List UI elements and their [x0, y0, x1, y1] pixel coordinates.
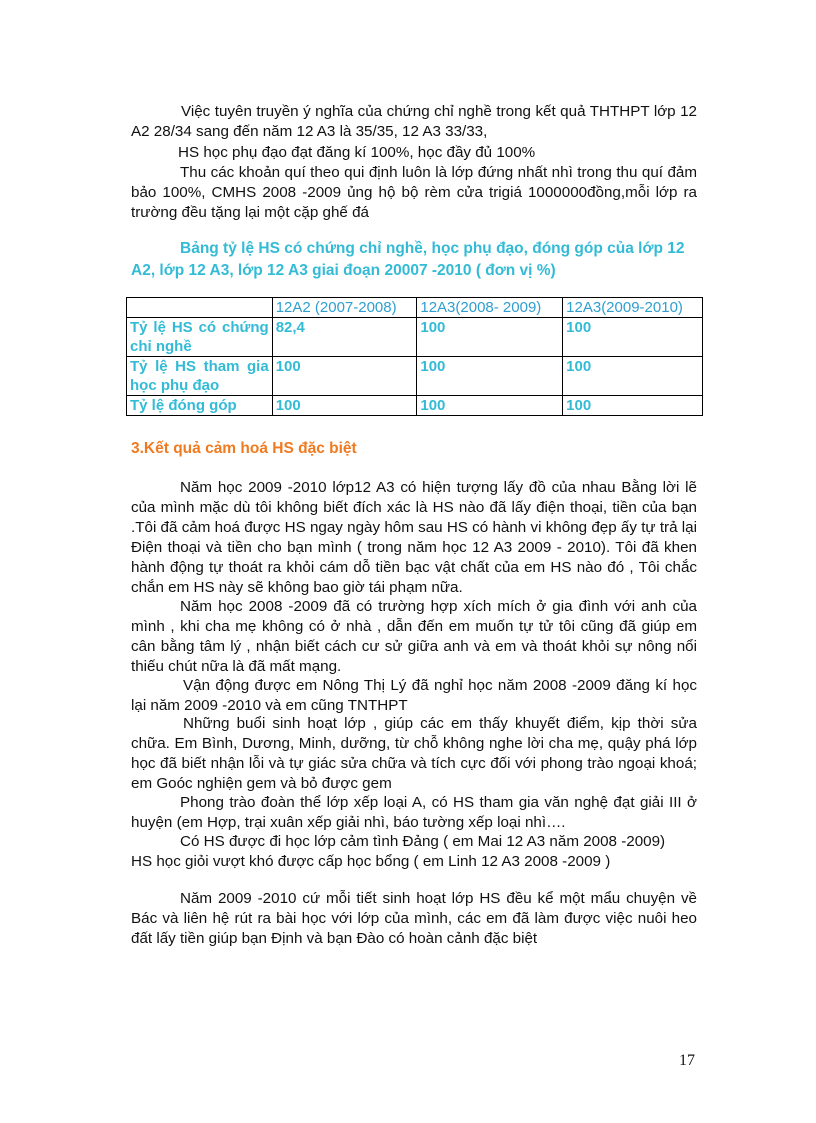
intro-paragraph-2: HS học phụ đạo đạt đăng kí 100%, học đầy đủ 100%	[178, 144, 536, 161]
table-cell: 100	[417, 396, 563, 416]
table-cell: 100	[272, 357, 417, 396]
table-caption: Bảng tỷ lệ HS có chứng chỉ nghề, học phụ đạo, đóng góp của lớp 12 A2, lớp 12 A3, lớp 12 A3 giai đoạn 20007 -2010 ( đơn vị %)	[131, 240, 685, 279]
body-paragraph-2: Năm học 2008 -2009 đã có trường hợp xích mích ở gia đình với anh của mình , khi cha mẹ không có ở nhà , dẫn đến em muốn tự tử tôi cũng đã giúp em cân bằng tâm lý , nhận biết cách cư sử giữa anh và em và thoát khỏi sự nông nổi thiếu chút nữa là đã mất mạng.	[131, 598, 697, 675]
table-row	[127, 357, 703, 396]
table-header-row	[127, 298, 703, 318]
body-paragraph-4: Những buổi sinh hoạt lớp , giúp các em thấy khuyết điểm, kịp thời sửa chữa. Em Bình, Dương, Minh, dưỡng, từ chỗ không nghe lời cha mẹ, quậy phá lớp học đã biết nhận lỗi và tự giác sửa chữa và tích cực đối với phong trào ngoại khoá; em Goóc nghiện gem và bỏ được gem	[131, 715, 697, 792]
table-cell: 100	[272, 396, 417, 416]
page-number: 17	[679, 1052, 695, 1069]
table-row	[127, 318, 703, 357]
row-label: Tỷ lệ đóng góp	[127, 396, 273, 416]
intro-paragraph-1: Việc tuyên truyền ý nghĩa của chứng chỉ nghề trong kết quả THTHPT lớp 12 A2 28/34 sang đến năm 12 A3 là 35/35, 12 A3 33/33,	[131, 103, 697, 140]
table-header-cell: 12A3(2009-2010)	[563, 298, 703, 318]
table-header-cell: 12A3(2008- 2009)	[417, 298, 563, 318]
table-cell: 100	[563, 396, 703, 416]
table-cell: 100	[417, 357, 563, 396]
intro-paragraph-3: Thu các khoản quí theo qui định luôn là lớp đứng nhất nhì trong thu quí đảm bảo 100%, CMHS 2008 -2009 ủng hộ bộ rèm cửa trigiá 1000000đồng,mỗi lớp ra trường đều tặng lại một cặp ghế đá	[131, 164, 697, 221]
table-cell: 100	[417, 318, 563, 357]
body-paragraph-6b: HS học giỏi vượt khó được cấp học bổng ( em Linh 12 A3 2008 -2009 )	[131, 853, 611, 870]
table-cell: 82,4	[272, 318, 417, 357]
section-heading: 3.Kết quả cảm hoá HS đặc biệt	[131, 440, 357, 457]
body-paragraph-3: Vận động được em Nông Thị Lý đã nghỉ học năm 2008 -2009 đăng kí học lại năm 2009 -2010 và em cũng TNTHPT	[131, 677, 697, 714]
table-header-cell	[127, 298, 273, 318]
table-header-cell: 12A2 (2007-2008)	[272, 298, 417, 318]
row-label: Tỷ lệ HS có chứng chỉ nghề	[127, 318, 273, 357]
body-paragraph-7: Năm 2009 -2010 cứ mỗi tiết sinh hoạt lớp HS đều kể một mẩu chuyện về Bác và liên hệ rút ra bài học với lớp của mình, các em đã làm được việc nuôi heo đất lấy tiền giúp bạn Định và bạn Đào có hoàn cảnh đặc biệt	[131, 890, 697, 947]
body-paragraph-5: Phong trào đoàn thể lớp xếp loại A, có HS tham gia văn nghệ đạt giải III ở huyện (em Hợp, trại xuân xếp giải nhì, báo tường xếp loại nhì….	[131, 794, 697, 831]
table-cell: 100	[563, 318, 703, 357]
body-paragraph-6a: Có HS được đi học lớp cảm tình Đảng ( em Mai 12 A3 năm 2008 -2009)	[180, 833, 666, 850]
data-table	[126, 297, 703, 416]
body-paragraph-1: Năm học 2009 -2010 lớp12 A3 có hiện tượng lấy đồ của nhau Bằng lời lẽ của mình mặc dù tôi không biết đích xác là HS nào đã lấy điện thoại, tiền của bạn .Tôi đã cảm hoá được HS ngay ngày hôm sau HS có hành vi không đẹp ấy tự trả lại Điện thoại và tiền cho bạn mình ( trong năm học 12 A3 2009 - 2010). Tôi đã khen hành động tự thoát ra khỏi cám dỗ tiền bạc vật chất của em HS nào đó , Tôi chắc chắn em HS này sẽ không bao giờ tái phạm nữa.	[131, 479, 697, 596]
table-cell: 100	[563, 357, 703, 396]
table-row	[127, 396, 703, 416]
row-label: Tỷ lệ HS tham gia học phụ đạo	[127, 357, 273, 396]
